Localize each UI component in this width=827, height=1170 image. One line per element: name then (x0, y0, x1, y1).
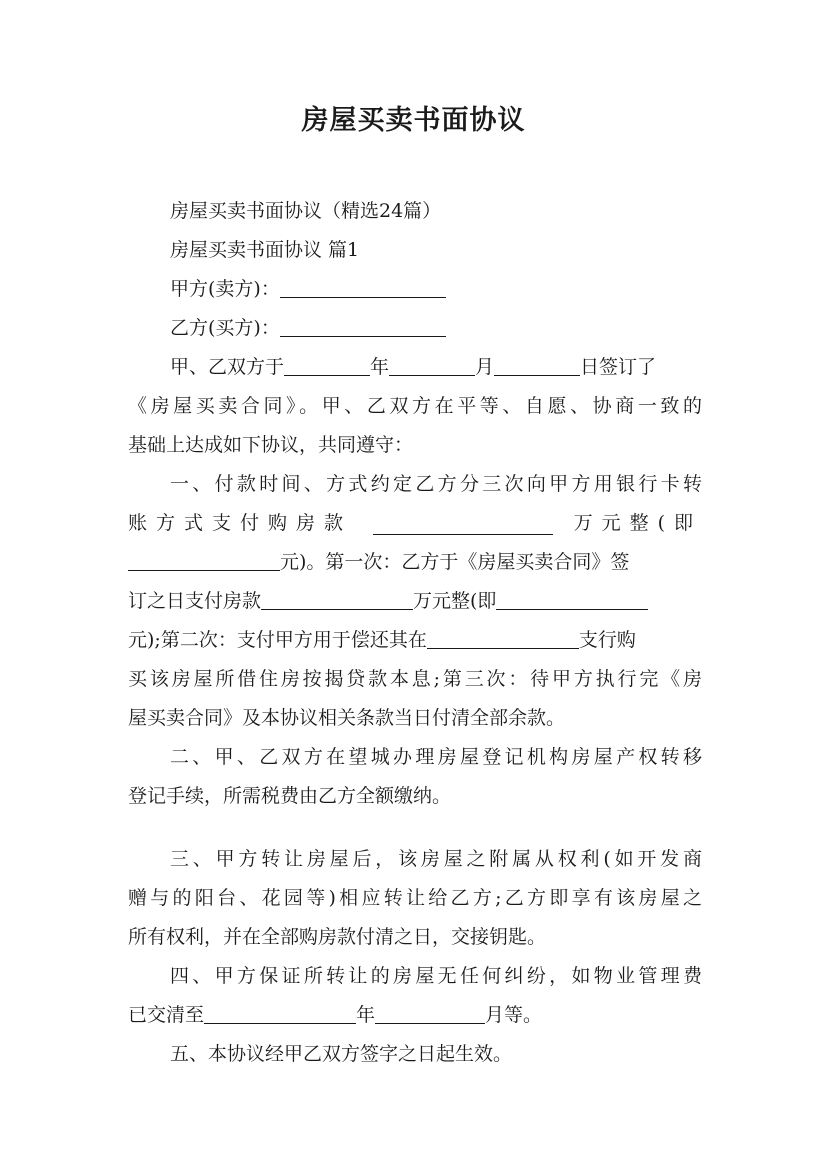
text-segment: 元);第二次：支付甲方用于偿还其在 (128, 629, 427, 651)
text-segment: 已交清至 (128, 1004, 205, 1026)
text-segment: 甲、乙双方于 (170, 356, 285, 378)
clause-3-line-3: 所有权利，并在全部购房款付清之日，交接钥匙。 (128, 926, 547, 948)
amount-blank (373, 512, 553, 535)
clause-5-line-1: 五、本协议经甲乙双方签字之日起生效。 (170, 1043, 513, 1065)
party-a-blank (280, 275, 446, 298)
clause-1-line-1: 一、付款时间、方式约定乙方分三次向甲方用银行卡转 (170, 473, 702, 495)
amount-blank (496, 587, 648, 610)
text-segment: 万元整(即 (573, 512, 702, 534)
clause-4-line-2 (128, 996, 702, 1034)
subtitle: 房屋买卖书面协议（精选24篇） (170, 200, 442, 222)
text-segment: 年 (370, 356, 390, 378)
year-blank (284, 353, 370, 376)
month-blank (375, 1001, 485, 1024)
clause-1-line-3 (128, 543, 702, 581)
amount-blank (128, 548, 280, 571)
year-blank (204, 1001, 356, 1024)
party-a-label: 甲方(卖方)： (170, 278, 280, 300)
clause-1-line-2 (128, 504, 702, 542)
text-segment: 月 (475, 356, 495, 378)
party-b-blank (280, 314, 446, 337)
party-a-line (128, 270, 702, 308)
amount-blank (261, 587, 413, 610)
text-segment: 订之日支付房款 (128, 590, 262, 612)
text-segment: 万元整(即 (413, 590, 497, 612)
month-blank (389, 353, 475, 376)
text-segment: 账方式支付购房款 (128, 512, 353, 534)
clause-4-line-1: 四、甲方保证所转让的房屋无任何纠纷，如物业管理费 (170, 965, 702, 987)
clause-3-line-1: 三、甲方转让房屋后，该房屋之附属从权利(如开发商 (170, 848, 702, 870)
day-blank (494, 353, 580, 376)
article-heading: 房屋买卖书面协议 篇1 (170, 239, 360, 261)
party-b-label: 乙方(买方)： (170, 317, 280, 339)
text-segment: 支行购 (578, 629, 636, 651)
clause-2-line-1: 二、甲、乙双方在望城办理房屋登记机构房屋产权转移 (170, 746, 702, 768)
clause-1-line-6: 买该房屋所借住房按揭贷款本息;第三次：待甲方执行完《房 (128, 668, 702, 690)
bank-blank (427, 626, 579, 649)
text-segment: 年 (356, 1004, 376, 1026)
paragraph-1-line-1 (128, 348, 702, 386)
party-b-line (128, 309, 702, 347)
clause-1-line-7: 屋买卖合同》及本协议相关条款当日付清全部余款。 (128, 707, 566, 729)
clause-1-line-4 (128, 582, 702, 620)
clause-1-line-5 (128, 621, 702, 659)
paragraph-1-line-3: 基础上达成如下协议，共同遵守： (128, 434, 414, 456)
text-segment: 日签订了 (580, 356, 657, 378)
document-title: 房屋买卖书面协议 (301, 105, 526, 136)
text-segment: 月等。 (485, 1004, 543, 1026)
text-segment: 元)。第一次：乙方于《房屋买卖合同》签 (280, 551, 630, 573)
clause-3-line-2: 赠与的阳台、花园等)相应转让给乙方;乙方即享有该房屋之 (128, 887, 702, 909)
clause-2-line-2: 登记手续，所需税费由乙方全额缴纳。 (128, 785, 452, 807)
paragraph-1-line-2: 《房屋买卖合同》。甲、乙双方在平等、自愿、协商一致的 (128, 395, 702, 417)
